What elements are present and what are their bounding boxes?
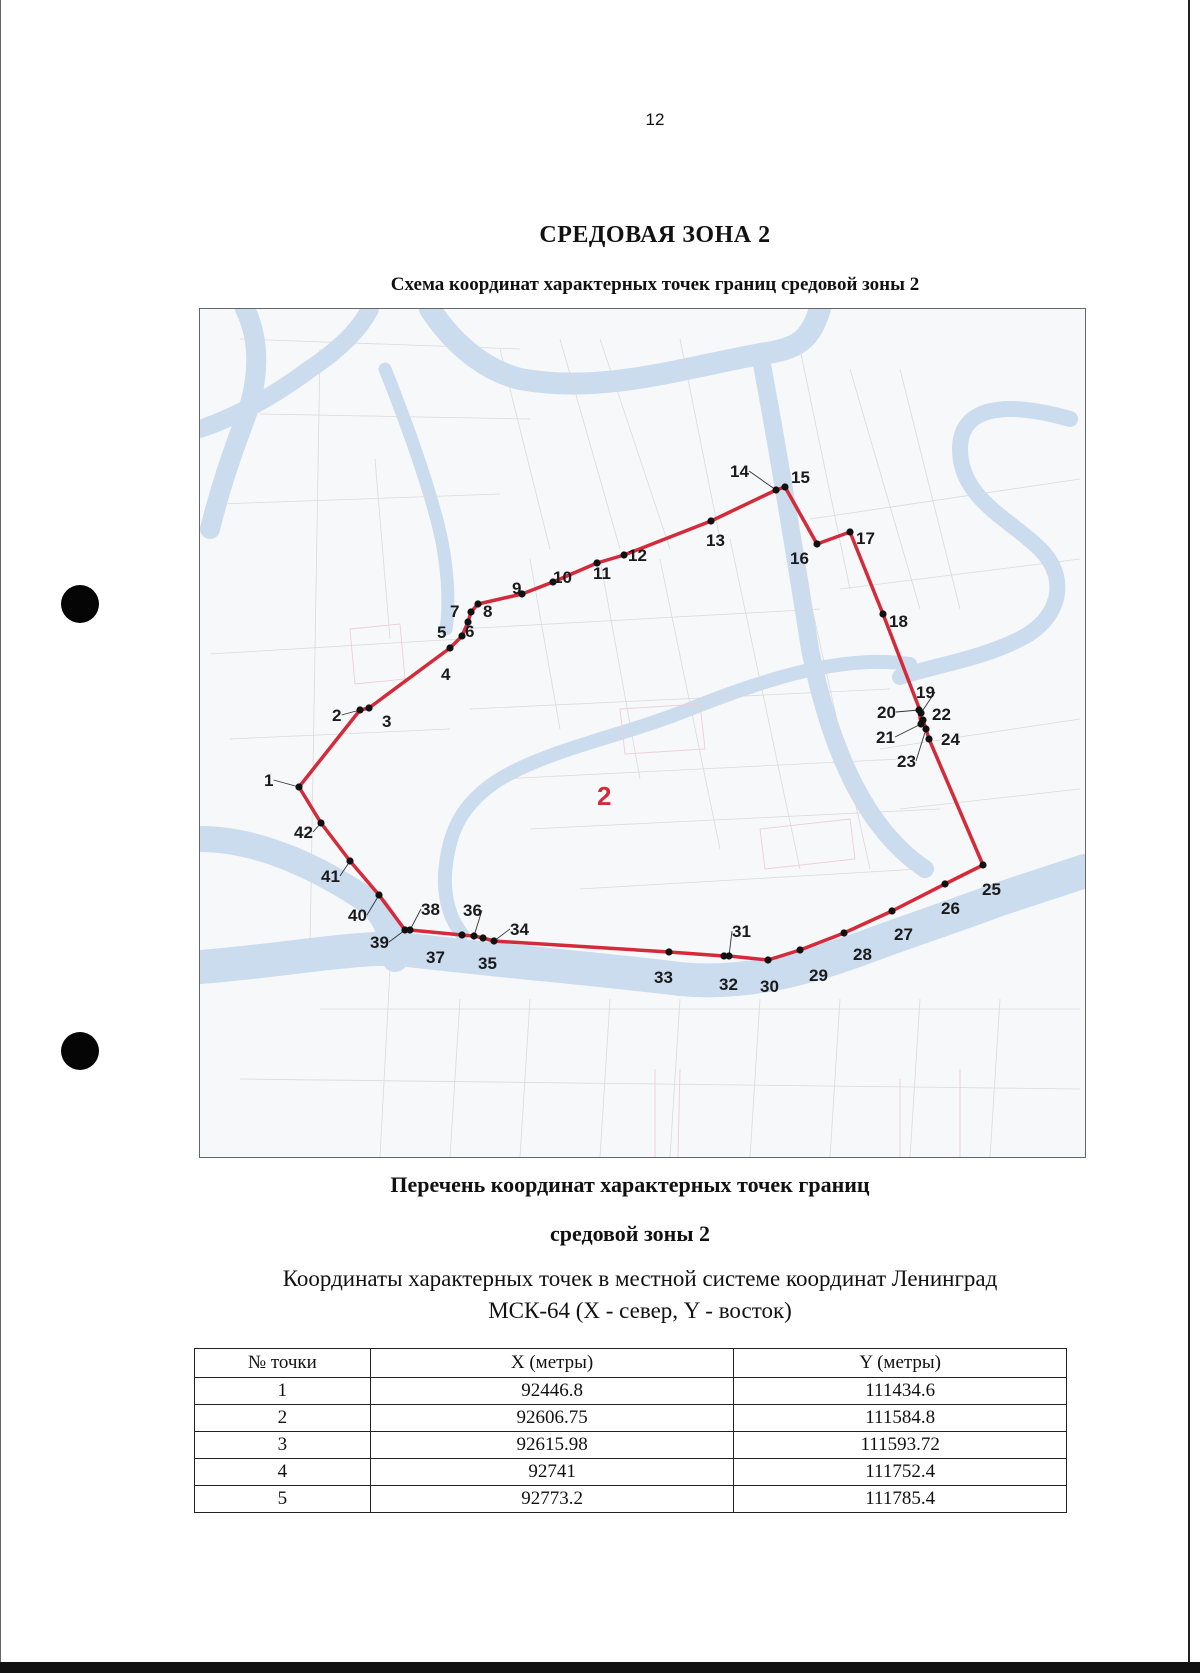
y-coordinate-cell: 111785.4 bbox=[734, 1486, 1067, 1513]
river-upper-west bbox=[200, 309, 370, 429]
boundary-point-marker bbox=[401, 926, 408, 933]
x-coordinate-cell: 92741 bbox=[370, 1459, 734, 1486]
zone-map bbox=[199, 308, 1086, 1158]
label-leader-line bbox=[916, 729, 926, 761]
point-number-cell: 5 bbox=[195, 1486, 371, 1513]
boundary-point-label: 13 bbox=[706, 531, 725, 550]
boundary-point-label: 6 bbox=[465, 622, 475, 641]
scan-bottom-edge bbox=[0, 1662, 1200, 1673]
boundary-point-marker bbox=[915, 706, 922, 713]
coordinates-table bbox=[194, 1348, 1067, 1513]
boundary-point-label: 9 bbox=[512, 579, 522, 598]
boundary-point-label: 2 bbox=[332, 706, 342, 725]
boundary-point-marker bbox=[375, 891, 382, 898]
table-row bbox=[195, 1432, 1067, 1459]
boundary-point-label: 21 bbox=[876, 728, 895, 747]
column-header-y: Y (метры) bbox=[734, 1349, 1067, 1378]
boundary-point-label: 17 bbox=[856, 529, 875, 548]
page-number: 12 bbox=[645, 110, 665, 129]
boundary-point-marker bbox=[919, 716, 926, 723]
boundary-point-label: 23 bbox=[897, 752, 916, 771]
y-coordinate-cell: 111584.8 bbox=[734, 1405, 1067, 1432]
boundary-point-label: 3 bbox=[382, 712, 392, 731]
boundary-point-label: 16 bbox=[790, 549, 809, 568]
boundary-point-marker bbox=[707, 517, 714, 524]
boundary-point-label: 37 bbox=[426, 948, 445, 967]
boundary-point-label: 36 bbox=[463, 901, 482, 920]
coordinate-system-caption-line2: МСК-64 (X - север, Y - восток) bbox=[488, 1298, 792, 1323]
label-leader-line bbox=[895, 724, 921, 737]
boundary-point-label: 41 bbox=[321, 867, 340, 886]
x-coordinate-cell: 92606.75 bbox=[370, 1405, 734, 1432]
scan-right-edge bbox=[1188, 0, 1190, 1673]
boundary-point-label: 22 bbox=[932, 705, 951, 724]
canal-upper-east bbox=[900, 409, 1070, 677]
loop-canal-east bbox=[445, 662, 910, 934]
canal-northwest bbox=[385, 369, 448, 629]
coordinate-system-caption: Координаты характерных точек в местной системе координат Ленинград bbox=[282, 1266, 998, 1291]
boundary-point-label: 10 bbox=[553, 568, 572, 587]
boundary-point-marker bbox=[620, 551, 627, 558]
point-number-cell: 4 bbox=[195, 1459, 371, 1486]
boundary-point-marker bbox=[490, 937, 497, 944]
boundary-point-label: 40 bbox=[348, 906, 367, 925]
boundary-point-label: 34 bbox=[510, 920, 529, 939]
table-header-row bbox=[195, 1349, 1067, 1378]
label-leader-line bbox=[274, 780, 300, 787]
boundary-point-label: 8 bbox=[483, 602, 493, 621]
x-coordinate-cell: 92446.8 bbox=[370, 1378, 734, 1405]
boundary-point-label: 26 bbox=[941, 899, 960, 918]
boundary-point-label: 18 bbox=[889, 612, 908, 631]
column-header-point-number: № точки bbox=[195, 1349, 371, 1378]
column-header-x: X (метры) bbox=[370, 1349, 734, 1378]
boundary-point-label: 24 bbox=[941, 730, 960, 749]
boundary-point-label: 27 bbox=[894, 925, 913, 944]
punch-hole bbox=[61, 1032, 99, 1070]
boundary-point-label: 42 bbox=[294, 823, 313, 842]
boundary-point-label: 5 bbox=[437, 623, 447, 642]
boundary-point-label: 11 bbox=[593, 564, 611, 583]
boundary-point-marker bbox=[317, 819, 324, 826]
boundary-point-marker bbox=[879, 610, 886, 617]
boundary-point-marker bbox=[474, 600, 481, 607]
boundary-point-marker bbox=[467, 608, 474, 615]
boundary-point-marker bbox=[764, 956, 771, 963]
boundary-point-marker bbox=[772, 486, 779, 493]
table-row bbox=[195, 1486, 1067, 1513]
boundary-point-marker bbox=[846, 528, 853, 535]
boundary-point-label: 30 bbox=[760, 977, 779, 996]
zone-label: 2 bbox=[597, 781, 612, 811]
boundary-point-label: 1 bbox=[264, 771, 274, 790]
page-title: СРЕДОВАЯ ЗОНА 2 bbox=[539, 222, 771, 248]
boundary-point-label: 15 bbox=[791, 468, 810, 487]
boundary-point-label: 35 bbox=[478, 954, 497, 973]
boundary-point-label: 38 bbox=[421, 900, 440, 919]
boundary-point-label: 12 bbox=[628, 546, 647, 565]
x-coordinate-cell: 92773.2 bbox=[370, 1486, 734, 1513]
y-coordinate-cell: 111434.6 bbox=[734, 1378, 1067, 1405]
boundary-point-label: 4 bbox=[441, 665, 451, 684]
zone-map-canvas bbox=[200, 309, 1085, 1157]
list-heading: Перечень координат характерных точек границ bbox=[390, 1172, 870, 1197]
boundary-point-marker bbox=[470, 932, 477, 939]
point-number-cell: 1 bbox=[195, 1378, 371, 1405]
punch-hole bbox=[61, 585, 99, 623]
boundary-point-marker bbox=[888, 907, 895, 914]
table-row bbox=[195, 1459, 1067, 1486]
boundary-point-label: 28 bbox=[853, 945, 872, 964]
boundary-point-marker bbox=[796, 946, 803, 953]
point-number-cell: 3 bbox=[195, 1432, 371, 1459]
x-coordinate-cell: 92615.98 bbox=[370, 1432, 734, 1459]
point-number-cell: 2 bbox=[195, 1405, 371, 1432]
boundary-point-marker bbox=[665, 948, 672, 955]
boundary-point-label: 25 bbox=[982, 880, 1001, 899]
boundary-point-label: 32 bbox=[719, 975, 738, 994]
table-row bbox=[195, 1378, 1067, 1405]
boundary-point-marker bbox=[922, 725, 929, 732]
boundary-point-marker bbox=[346, 857, 353, 864]
boundary-point-marker bbox=[365, 704, 372, 711]
boundary-point-label: 31 bbox=[732, 922, 751, 941]
boundary-point-label: 14 bbox=[730, 462, 749, 481]
scan-left-edge bbox=[0, 0, 1, 1673]
table-row bbox=[195, 1405, 1067, 1432]
boundary-point-marker bbox=[979, 861, 986, 868]
boundary-point-marker bbox=[356, 706, 363, 713]
list-heading-line2: средовой зоны 2 bbox=[549, 1221, 711, 1246]
boundary-point-label: 29 bbox=[809, 966, 828, 985]
boundary-point-marker bbox=[941, 880, 948, 887]
boundary-point-label: 7 bbox=[450, 602, 460, 621]
boundary-point-marker bbox=[781, 483, 788, 490]
boundary-point-label: 19 bbox=[916, 683, 935, 702]
y-coordinate-cell: 111593.72 bbox=[734, 1432, 1067, 1459]
boundary-point-marker bbox=[295, 783, 302, 790]
boundary-point-label: 33 bbox=[654, 968, 673, 987]
boundary-point-marker bbox=[925, 735, 932, 742]
boundary-point-marker bbox=[720, 952, 727, 959]
label-leader-line bbox=[749, 471, 776, 490]
boundary-point-marker bbox=[840, 929, 847, 936]
boundary-point-marker bbox=[458, 931, 465, 938]
boundary-point-marker bbox=[813, 540, 820, 547]
y-coordinate-cell: 111752.4 bbox=[734, 1459, 1067, 1486]
boundary-point-marker bbox=[446, 644, 453, 651]
boundary-point-label: 39 bbox=[370, 933, 389, 952]
map-heading: Схема координат характерных точек границ средовой зоны 2 bbox=[390, 274, 920, 295]
boundary-point-marker bbox=[479, 934, 486, 941]
boundary-point-label: 20 bbox=[877, 703, 896, 722]
